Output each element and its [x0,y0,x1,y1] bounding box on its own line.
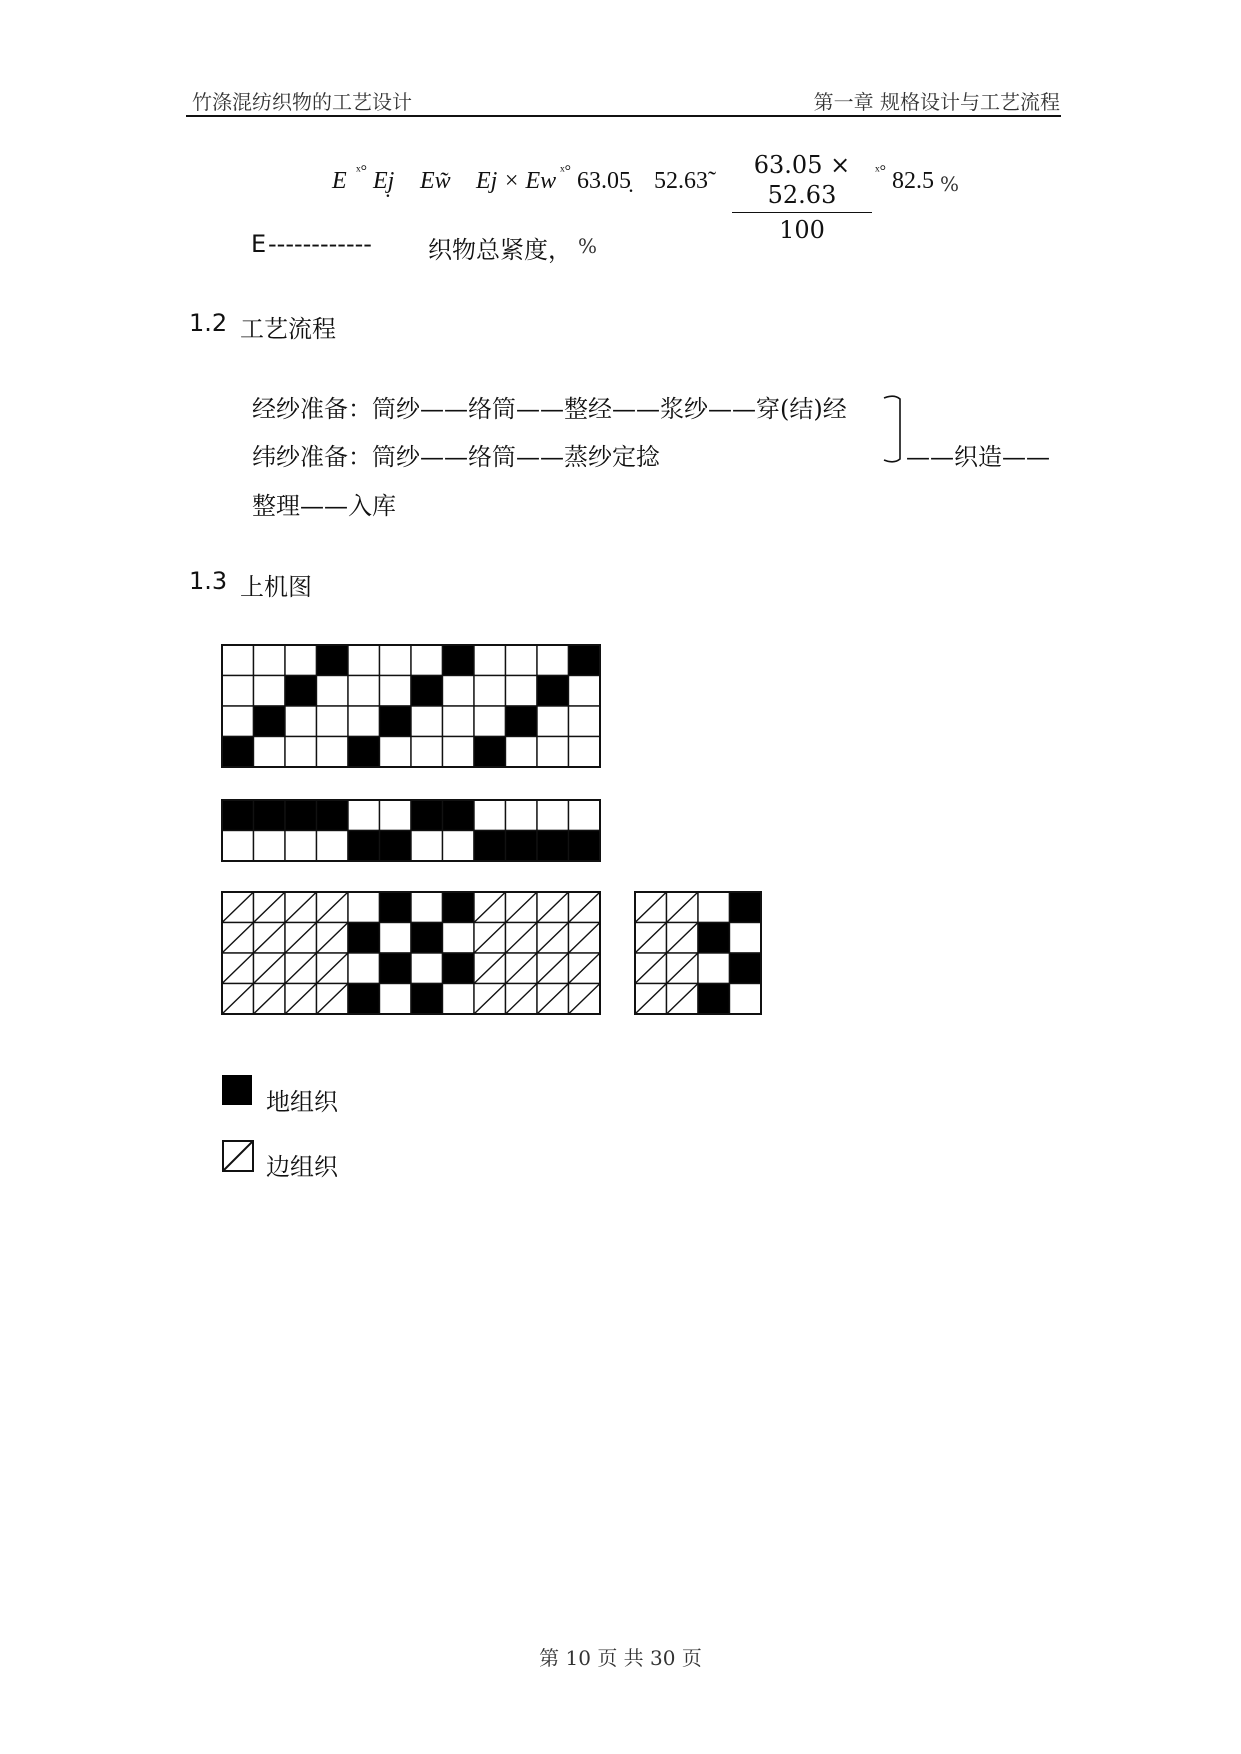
empty-cell [411,737,443,768]
empty-cell [348,953,380,984]
formula-symbol-a: ˣ° [356,163,368,180]
formula-symbol-b: ˣ° [560,163,572,180]
filled-cell [380,831,412,862]
section-title: 工艺流程 [240,315,336,343]
filled-cell [537,831,569,862]
empty-cell [254,645,286,676]
empty-cell [380,645,412,676]
empty-cell [698,892,730,923]
empty-cell [537,645,569,676]
ground-weave-swatch [222,1075,252,1105]
selvage-weave-label: 边组织 [266,1153,338,1181]
filled-cell [380,706,412,737]
formula-term-ej: Ej̣ [373,168,395,194]
filled-cell [506,831,538,862]
empty-cell [411,706,443,737]
filled-cell [285,800,317,831]
empty-cell [506,800,538,831]
empty-cell [348,892,380,923]
fraction-denominator: 100 [779,216,825,244]
section-title: 上机图 [240,573,312,601]
reed-plan [222,800,600,861]
empty-cell [285,831,317,862]
empty-cell [443,984,475,1015]
empty-cell [537,737,569,768]
filled-cell [474,831,506,862]
empty-cell [411,831,443,862]
filled-cell [443,800,475,831]
empty-cell [443,923,475,954]
empty-cell [474,645,506,676]
definition-dashes: ------------ [268,230,372,258]
empty-cell [474,676,506,707]
empty-cell [222,645,254,676]
warp-prep-line: 经纱准备：筒纱——络筒——整经——浆纱——穿(结)经 [252,395,847,423]
filled-cell [348,923,380,954]
empty-cell [317,831,349,862]
filled-cell [380,953,412,984]
empty-cell [730,984,762,1015]
filled-cell [348,984,380,1015]
filled-cell [222,800,254,831]
empty-cell [380,984,412,1015]
empty-cell [443,737,475,768]
formula-result: 82.5 [892,168,934,194]
filled-cell [569,645,601,676]
filled-cell [222,737,254,768]
empty-cell [348,676,380,707]
empty-cell [285,706,317,737]
weft-prep-line: 纬纱准备：筒纱——络筒——蒸纱定捻 [252,443,660,471]
formula-term-ew: Ew̃ [420,168,451,194]
empty-cell [569,676,601,707]
merge-text: ——织造—— [906,443,1050,471]
empty-cell [506,676,538,707]
empty-cell [537,706,569,737]
filled-cell [698,923,730,954]
empty-cell [411,892,443,923]
ground-weave-label: 地组织 [266,1088,338,1116]
final-line: 整理——入库 [252,492,396,520]
empty-cell [254,737,286,768]
empty-cell [474,800,506,831]
weave-draft [222,892,600,1014]
selvage-weave-swatch [222,1140,254,1172]
empty-cell [698,953,730,984]
formula-unit: % [940,172,960,196]
empty-cell [537,800,569,831]
empty-cell [254,831,286,862]
filled-cell [537,676,569,707]
empty-cell [411,645,443,676]
empty-cell [443,831,475,862]
filled-cell [443,953,475,984]
definition-text: 织物总紧度， [428,236,572,264]
section-number: 1.2 [189,309,228,337]
formula-value-2: 52.63̃ [654,168,708,194]
empty-cell [222,676,254,707]
fraction-numerator: 63.05 × 52.63 [753,151,851,209]
definition-unit: % [578,234,598,258]
empty-cell [380,676,412,707]
empty-cell [222,706,254,737]
filled-cell [411,800,443,831]
empty-cell [443,706,475,737]
filled-cell [317,645,349,676]
section-number: 1.3 [189,567,228,595]
filled-cell [411,923,443,954]
empty-cell [317,706,349,737]
definition-var: E [251,230,267,258]
empty-cell [380,800,412,831]
filled-cell [348,831,380,862]
empty-cell [380,737,412,768]
empty-cell [317,737,349,768]
formula-lhs: E [332,168,347,194]
filled-cell [443,645,475,676]
header-left-title: 竹涤混纺织物的工艺设计 [192,90,412,114]
filled-cell [506,706,538,737]
filled-cell [569,831,601,862]
empty-cell [730,923,762,954]
empty-cell [222,831,254,862]
empty-cell [474,706,506,737]
formula-symbol-c: ˣ° [875,163,887,180]
empty-cell [411,953,443,984]
filled-cell [254,706,286,737]
filled-cell [730,953,762,984]
header-right-title: 第一章 规格设计与工艺流程 [813,90,1060,114]
empty-cell [285,737,317,768]
drawing-in-draft [222,645,600,767]
filled-cell [348,737,380,768]
filled-cell [254,800,286,831]
formula-value-1: 63.05̣ [577,168,631,194]
filled-cell [474,737,506,768]
empty-cell [443,676,475,707]
empty-cell [317,676,349,707]
empty-cell [348,800,380,831]
formula-term-product: Ej × Ew [476,168,557,194]
empty-cell [569,800,601,831]
filled-cell [285,676,317,707]
filled-cell [443,892,475,923]
filled-cell [380,892,412,923]
lifting-plan [635,892,761,1014]
filled-cell [698,984,730,1015]
page-footer: 第 10 页 共 30 页 [539,1646,702,1670]
empty-cell [506,737,538,768]
empty-cell [569,737,601,768]
empty-cell [380,923,412,954]
empty-cell [569,706,601,737]
filled-cell [411,676,443,707]
empty-cell [348,706,380,737]
empty-cell [254,676,286,707]
empty-cell [348,645,380,676]
empty-cell [285,645,317,676]
empty-cell [506,645,538,676]
filled-cell [317,800,349,831]
filled-cell [411,984,443,1015]
filled-cell [730,892,762,923]
